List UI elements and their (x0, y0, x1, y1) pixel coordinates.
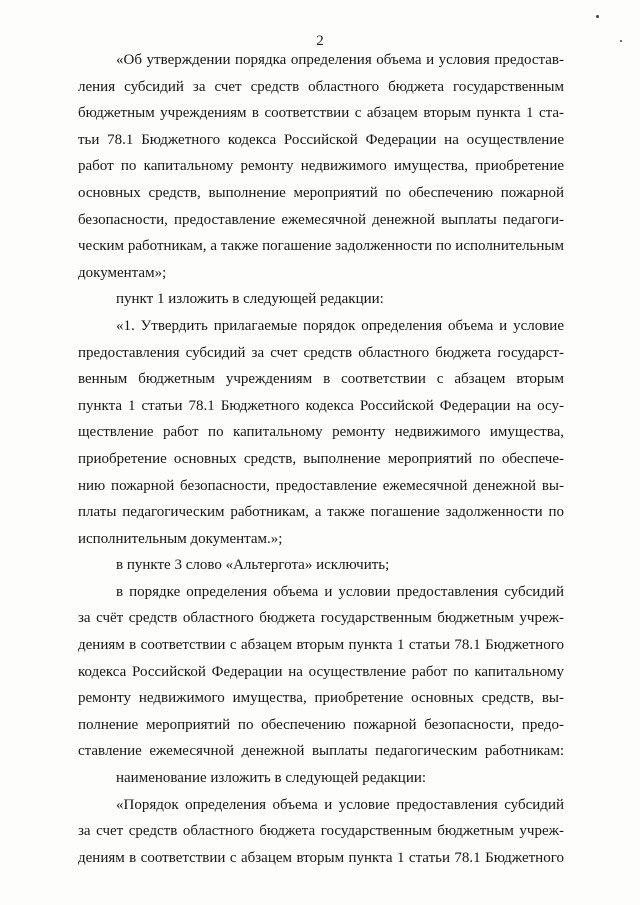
text-line: ставление ежемесячной денежной выплаты педагогическим работникам: (78, 743, 564, 760)
text-line: нию пожарной безопасности, предоставление ежемесячной денежной вы- (78, 477, 564, 494)
text-line: ления субсидий за счет средств областного бюджета государственным (78, 78, 564, 95)
text-line: предоставления субсидий за счет средств областного бюджета государст- (78, 344, 564, 361)
text-line: основных средств, выполнение мероприятий по обеспечению пожарной (78, 184, 564, 201)
document-body (78, 47, 564, 871)
text-line: наименование изложить в следующей редакции: (116, 770, 427, 787)
scan-speck (620, 40, 622, 42)
text-line: работ по капитальному ремонту недвижимого имущества, приобретение (78, 158, 564, 175)
text-line: полнение мероприятий по обеспечению пожарной безопасности, предо- (78, 716, 564, 733)
scan-speck (596, 15, 599, 18)
text-line: за счет средств областного бюджета государственным бюджетным учреж- (78, 823, 564, 840)
text-line: «Порядок определения объема и условие предоставления субсидий (116, 796, 564, 813)
text-line: дениям в соответствии с абзацем вторым пункта 1 статьи 78.1 Бюджетного (78, 849, 564, 866)
text-line: за счёт средств областного бюджета государственным бюджетным учреж- (78, 610, 564, 627)
text-line: пункта 1 статьи 78.1 Бюджетного кодекса Российской Федерации на осу- (78, 397, 564, 414)
text-line: пункт 1 изложить в следующей редакции: (116, 291, 384, 308)
text-line: документам»; (78, 264, 167, 281)
text-line: кодекса Российской Федерации на осуществление работ по капитальному (78, 663, 564, 680)
text-line: дениям в соответствии с абзацем вторым пункта 1 статьи 78.1 Бюджетного (78, 637, 564, 654)
text-line: венным бюджетным учреждениям в соответствии с абзацем вторым (78, 371, 564, 388)
text-line: приобретение основных средств, выполнение мероприятий по обеспече- (78, 450, 564, 467)
text-line: в пункте 3 слово «Альтергота» исключить; (116, 557, 390, 574)
text-line: ществление работ по капитальному ремонту недвижимого имущества, (78, 424, 564, 441)
text-line: «1. Утвердить прилагаемые порядок определения объема и условие (116, 317, 564, 334)
text-line: бюджетным учреждениям в соответствии с абзацем вторым пункта 1 ста- (78, 105, 564, 122)
text-line: «Об утверждении порядка определения объема и условия предостав- (116, 52, 564, 68)
text-line: платы педагогическим работникам, а также погашение задолженности по (78, 504, 564, 521)
text-line: в порядке определения объема и условии предоставления субсидий (116, 583, 564, 600)
text-line: тьи 78.1 Бюджетного кодекса Российской Федерации на осуществление (78, 131, 564, 148)
text-line: ческим работникам, а также погашение задолженности по исполнительным (78, 238, 564, 255)
text-line: безопасности, предоставление ежемесячной денежной выплаты педагоги- (78, 211, 564, 228)
page-number: 2 (316, 33, 324, 49)
text-line: исполнительным документам.»; (78, 530, 283, 547)
text-line: ремонту недвижимого имущества, приобретение основных средств, вы- (78, 690, 564, 707)
